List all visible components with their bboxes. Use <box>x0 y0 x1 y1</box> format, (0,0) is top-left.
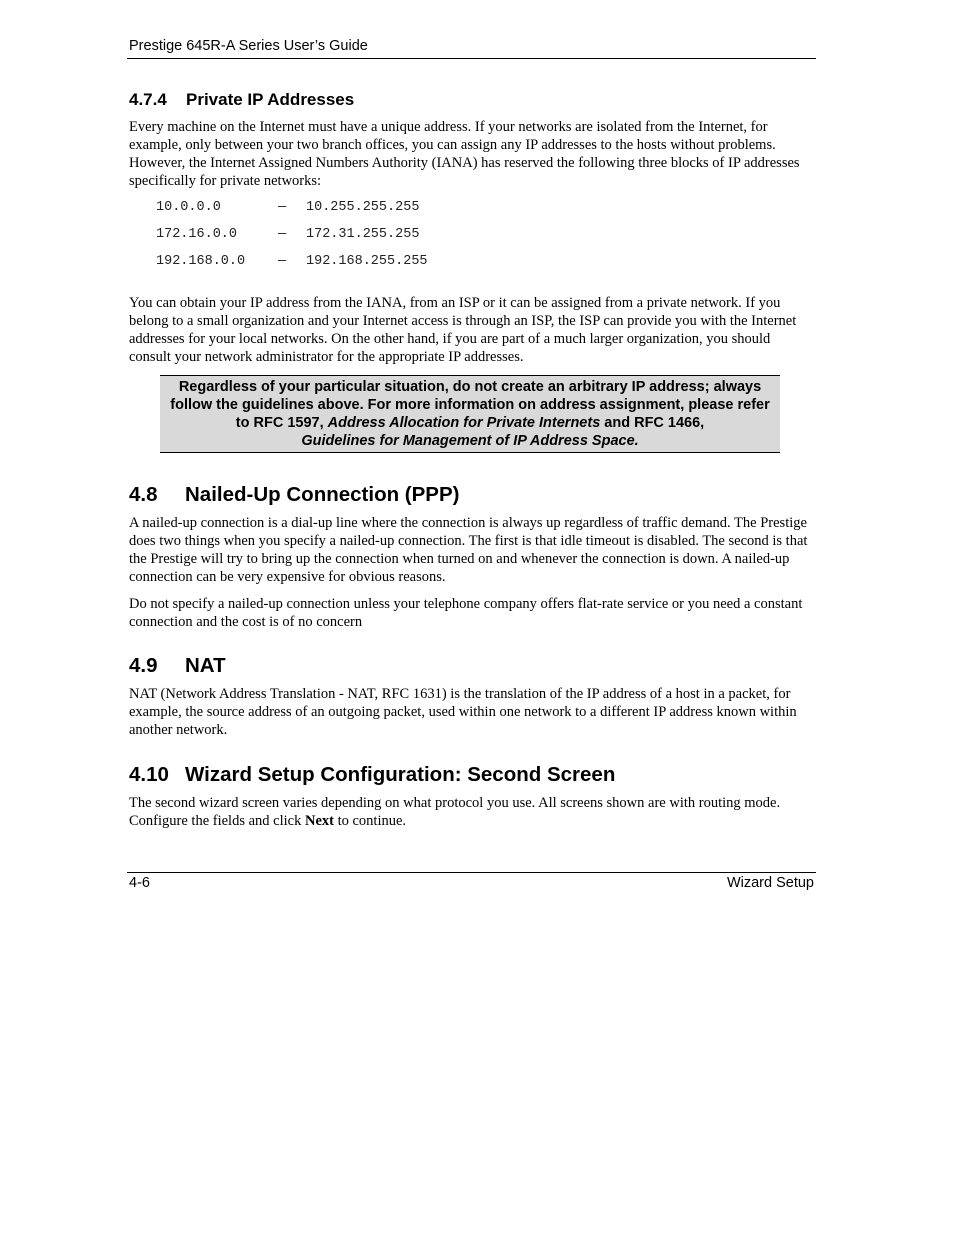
ip-range-row <box>156 253 811 280</box>
page-number: 4-6 <box>129 875 150 891</box>
note-italic-title: Guidelines for Management of IP Address Space. <box>301 433 639 449</box>
paragraph: A nailed-up connection is a dial-up line where the connection is always up regardless of traffic demand. The Prestige does two things when you specify a nailed-up connection. The first is that idle timeout is disabled. The second is that the Prestige will try to bring up the connection when turned on and whenever the connection is down. A nailed-up connection can be very expensive for obvious reasons. <box>129 515 808 585</box>
range-start: 172.16.0.0 <box>156 227 238 242</box>
paragraph <box>129 794 811 830</box>
heading-number: 4.10 <box>129 763 169 786</box>
running-footer <box>129 874 814 892</box>
page-content <box>129 90 811 839</box>
header-rule <box>127 58 816 59</box>
heading-number: 4.9 <box>129 654 158 677</box>
paragraph: NAT (Network Address Translation - NAT, RFC 1631) is the translation of the IP address of a host in a packet, for example, the source address of an outgoing packet, used within one network to a different IP address known within another network. <box>129 686 797 738</box>
footer-rule <box>127 872 816 873</box>
heading-title: Private IP Addresses <box>186 90 355 109</box>
ip-range-row <box>156 199 811 226</box>
range-dash: — <box>278 200 287 215</box>
paragraph: You can obtain your IP address from the IANA, from an ISP or it can be assigned from a private network. If you belong to a small organization and your Internet access is through an ISP, the ISP can provide you with the Internet addresses for your local networks. On the other hand, if you are part of a much larger organization, you should consult your network administrator for the appropriate IP addresses. <box>129 295 797 365</box>
note-text: Regardless of your particular situation, do not create an arbitrary IP address; always follow the guidelines above. For more information on address assignment, please refer to RFC 1597, <box>170 379 770 431</box>
heading-number: 4.7.4 <box>129 90 167 109</box>
heading-4-10 <box>129 763 811 787</box>
heading-title: Wizard Setup Configuration: Second Screen <box>185 763 616 786</box>
range-end: 172.31.255.255 <box>306 227 420 242</box>
heading-title: Nailed-Up Connection (PPP) <box>185 483 460 506</box>
range-end: 192.168.255.255 <box>306 254 428 269</box>
heading-number: 4.8 <box>129 483 158 506</box>
paragraph: Every machine on the Internet must have a unique address. If your networks are isolated from the Internet, for example, only between your two branch offices, you can assign any IP addresses to the hosts without problems. However, the Internet Assigned Numbers Authority (IANA) has reserved the following three blocks of IP addresses specifically for private networks: <box>129 119 800 189</box>
chapter-name: Wizard Setup <box>726 875 814 891</box>
header-title: Prestige 645R-A Series User’s Guide <box>129 38 368 54</box>
running-header <box>129 37 815 55</box>
paragraph-text: The second wizard screen varies depending on what protocol you use. All screens shown are with routing mode. Configure the fields and click <box>129 795 781 829</box>
heading-4-9 <box>129 654 811 678</box>
paragraph: Do not specify a nailed-up connection unless your telephone company offers flat-rate service or you need a constant connection and the cost is of no concern <box>129 596 803 630</box>
note-italic-title: Address Allocation for Private Internets <box>327 415 601 431</box>
range-end: 10.255.255.255 <box>306 200 420 215</box>
range-dash: — <box>278 254 287 269</box>
range-start: 10.0.0.0 <box>156 200 221 215</box>
private-ip-ranges <box>156 199 811 280</box>
note-text: and RFC 1466, <box>600 415 705 431</box>
ip-range-row <box>156 226 811 253</box>
range-start: 192.168.0.0 <box>156 254 246 269</box>
heading-title: NAT <box>185 654 226 677</box>
paragraph-text: to continue. <box>333 813 407 829</box>
next-button-reference: Next <box>304 813 334 829</box>
note-box <box>160 375 780 453</box>
range-dash: — <box>278 227 287 242</box>
heading-4-7-4 <box>129 90 811 110</box>
heading-4-8 <box>129 483 811 507</box>
